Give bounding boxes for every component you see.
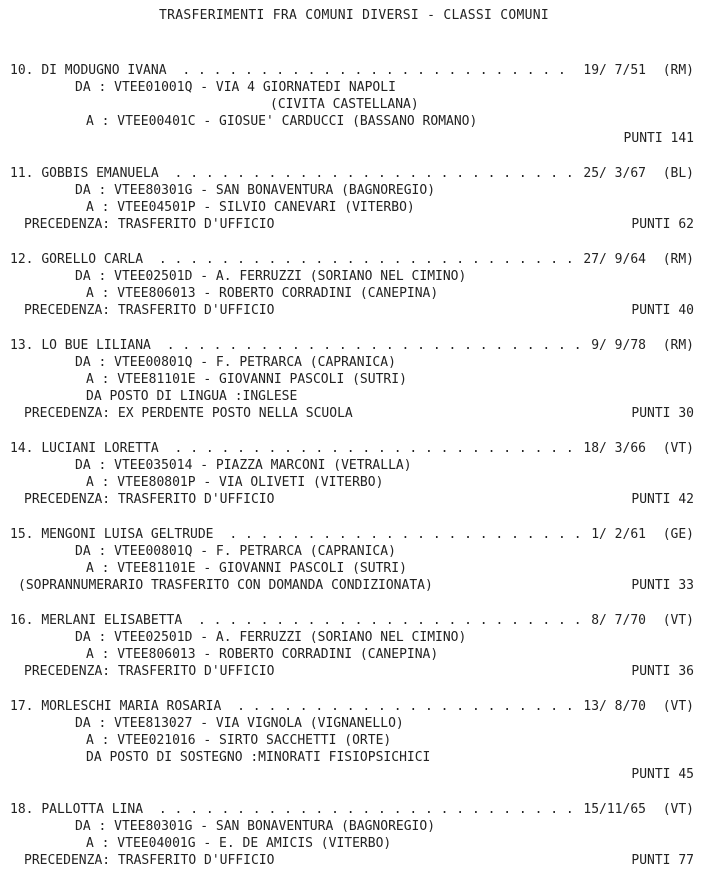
teacher-name: GORELLO CARLA [41, 252, 144, 267]
from-line [0, 457, 708, 474]
entry-number: 16. [10, 613, 34, 628]
from-school: DA : VTEE813027 - VIA VIGNOLA (VIGNANELLO) [75, 716, 404, 731]
entry-number: 11. [10, 166, 34, 181]
document-title: TRASFERIMENTI FRA COMUNI DIVERSI - CLASSI COMUNI [158, 8, 550, 23]
from-school: DA : VTEE02501D - A. FERRUZZI (SORIANO NEL CIMINO) [75, 630, 467, 645]
province: (RM) [662, 338, 694, 353]
from-line [0, 629, 708, 646]
note-line [0, 577, 708, 594]
post-type-line [0, 749, 708, 766]
transfer-entry [0, 165, 708, 233]
province: (VT) [662, 613, 694, 628]
birth-date: 15/11/65 [583, 802, 646, 817]
points: PUNTI 141 [623, 131, 694, 146]
transfer-entry [0, 612, 708, 680]
from-school: DA : VTEE80301G - SAN BONAVENTURA (BAGNOREGIO) [75, 819, 436, 834]
from-school-town: (CIVITA CASTELLANA) [270, 97, 419, 112]
teacher-name: LO BUE LILIANA [41, 338, 151, 353]
to-school: A : VTEE81101E - GIOVANNI PASCOLI (SUTRI) [86, 372, 407, 387]
province: (VT) [662, 441, 694, 456]
to-line [0, 560, 708, 577]
entry-number: 15. [10, 527, 34, 542]
points: PUNTI 45 [631, 767, 694, 782]
points-line [0, 130, 708, 147]
precedence: PRECEDENZA: EX PERDENTE POSTO NELLA SCUOLA [24, 406, 353, 421]
province: (VT) [662, 699, 694, 714]
dot-leader: . . . . . . . . . . . . . . . . . . . . . . . . . . . [151, 252, 574, 267]
dot-leader: . . . . . . . . . . . . . . . . . . . . . . . . . [174, 63, 566, 78]
entry-header [0, 440, 708, 457]
to-school: A : VTEE04001G - E. DE AMICIS (VITERBO) [86, 836, 392, 851]
from-line [0, 818, 708, 835]
from-line [0, 354, 708, 371]
province: (GE) [662, 527, 694, 542]
transfer-list [0, 62, 708, 887]
birth-date: 13/ 8/70 [583, 699, 646, 714]
note: (SOPRANNUMERARIO TRASFERITO CON DOMANDA CONDIZIONATA) [18, 578, 433, 593]
from-line [0, 715, 708, 732]
entry-name [10, 337, 151, 354]
points: PUNTI 40 [631, 303, 694, 318]
teacher-name: LUCIANI LORETTA [41, 441, 159, 456]
points: PUNTI 62 [631, 217, 694, 232]
entry-header [0, 801, 708, 818]
to-school: A : VTEE04501P - SILVIO CANEVARI (VITERBO) [86, 200, 415, 215]
entry-name [10, 165, 159, 182]
entry-number: 13. [10, 338, 34, 353]
entry-name [10, 526, 214, 543]
transfer-entry [0, 337, 708, 422]
birth-date: 8/ 7/70 [591, 613, 646, 628]
teacher-name: GOBBIS EMANUELA [41, 166, 159, 181]
birth-date: 9/ 9/78 [591, 338, 646, 353]
from-line [0, 182, 708, 199]
precedence-line [0, 491, 708, 508]
points: PUNTI 77 [631, 853, 694, 868]
entry-name [10, 801, 143, 818]
transfer-entry [0, 62, 708, 147]
to-line [0, 835, 708, 852]
birth-date: 18/ 3/66 [583, 441, 646, 456]
teacher-name: MENGONI LUISA GELTRUDE [41, 527, 214, 542]
entry-name [10, 698, 221, 715]
to-line [0, 732, 708, 749]
dot-leader: . . . . . . . . . . . . . . . . . . . . . . . [221, 527, 582, 542]
dot-leader: . . . . . . . . . . . . . . . . . . . . . . . . . . [166, 166, 574, 181]
from-school: DA : VTEE035014 - PIAZZA MARCONI (VETRALLA) [75, 458, 412, 473]
to-line [0, 474, 708, 491]
teacher-name: DI MODUGNO IVANA [41, 63, 167, 78]
teacher-name: MERLANI ELISABETTA [41, 613, 183, 628]
entry-header [0, 612, 708, 629]
precedence-line [0, 405, 708, 422]
precedence: PRECEDENZA: TRASFERITO D'UFFICIO [24, 664, 275, 679]
entry-header [0, 698, 708, 715]
dot-leader: . . . . . . . . . . . . . . . . . . . . . . . . . . [166, 441, 574, 456]
to-school: A : VTEE806013 - ROBERTO CORRADINI (CANEPINA) [86, 286, 439, 301]
entry-header [0, 526, 708, 543]
transfer-entry [0, 801, 708, 869]
dot-leader: . . . . . . . . . . . . . . . . . . . . . . . . . . . [158, 338, 582, 353]
teacher-name: PALLOTTA LINA [41, 802, 144, 817]
to-school: A : VTEE806013 - ROBERTO CORRADINI (CANEPINA) [86, 647, 439, 662]
precedence-line [0, 216, 708, 233]
dot-leader: . . . . . . . . . . . . . . . . . . . . . . [229, 699, 574, 714]
points: PUNTI 36 [631, 664, 694, 679]
transfer-entry [0, 698, 708, 783]
post-type-line [0, 388, 708, 405]
entry-number: 18. [10, 802, 34, 817]
post-type: DA POSTO DI LINGUA :INGLESE [86, 389, 298, 404]
to-school: A : VTEE81101E - GIOVANNI PASCOLI (SUTRI) [86, 561, 407, 576]
entry-header [0, 251, 708, 268]
from-school: DA : VTEE00801Q - F. PETRARCA (CAPRANICA) [75, 355, 396, 370]
precedence: PRECEDENZA: TRASFERITO D'UFFICIO [24, 492, 275, 507]
teacher-name: MORLESCHI MARIA ROSARIA [41, 699, 222, 714]
birth-date: 27/ 9/64 [583, 252, 646, 267]
from-line [0, 543, 708, 560]
to-line [0, 371, 708, 388]
precedence: PRECEDENZA: TRASFERITO D'UFFICIO [24, 303, 275, 318]
entry-number: 10. [10, 63, 34, 78]
to-school: A : VTEE00401C - GIOSUE' CARDUCCI (BASSANO ROMANO) [86, 114, 478, 129]
dot-leader: . . . . . . . . . . . . . . . . . . . . . . . . . [190, 613, 582, 628]
post-type: DA POSTO DI SOSTEGNO :MINORATI FISIOPSICHICI [86, 750, 431, 765]
precedence: PRECEDENZA: TRASFERITO D'UFFICIO [24, 217, 275, 232]
entry-name [10, 251, 143, 268]
from-line [0, 79, 708, 96]
entry-name [10, 440, 159, 457]
precedence-line [0, 852, 708, 869]
from-line [0, 268, 708, 285]
precedence-line [0, 663, 708, 680]
entry-header [0, 62, 708, 79]
points: PUNTI 42 [631, 492, 694, 507]
dot-leader: . . . . . . . . . . . . . . . . . . . . . . . . . . . [151, 802, 574, 817]
birth-date: 25/ 3/67 [583, 166, 646, 181]
transfer-entry [0, 440, 708, 508]
entry-name [10, 612, 182, 629]
to-line [0, 646, 708, 663]
transfer-entry [0, 251, 708, 319]
entry-name [10, 62, 167, 79]
entry-header [0, 165, 708, 182]
from-school: DA : VTEE02501D - A. FERRUZZI (SORIANO NEL CIMINO) [75, 269, 467, 284]
entry-header [0, 337, 708, 354]
province: (RM) [662, 252, 694, 267]
from-line-continued [0, 96, 708, 113]
precedence-line [0, 302, 708, 319]
from-school: DA : VTEE80301G - SAN BONAVENTURA (BAGNOREGIO) [75, 183, 436, 198]
province: (BL) [662, 166, 694, 181]
transfer-entry [0, 526, 708, 594]
birth-date: 19/ 7/51 [583, 63, 646, 78]
province: (RM) [662, 63, 694, 78]
to-line [0, 113, 708, 130]
entry-number: 12. [10, 252, 34, 267]
from-school: DA : VTEE01001Q - VIA 4 GIORNATEDI NAPOLI [75, 80, 396, 95]
precedence: PRECEDENZA: TRASFERITO D'UFFICIO [24, 853, 275, 868]
to-school: A : VTEE80801P - VIA OLIVETI (VITERBO) [86, 475, 384, 490]
from-school: DA : VTEE00801Q - F. PETRARCA (CAPRANICA) [75, 544, 396, 559]
points: PUNTI 30 [631, 406, 694, 421]
entry-number: 14. [10, 441, 34, 456]
birth-date: 1/ 2/61 [591, 527, 646, 542]
entry-number: 17. [10, 699, 34, 714]
points: PUNTI 33 [631, 578, 694, 593]
province: (VT) [662, 802, 694, 817]
points-line [0, 766, 708, 783]
to-line [0, 285, 708, 302]
to-school: A : VTEE021016 - SIRTO SACCHETTI (ORTE) [86, 733, 392, 748]
to-line [0, 199, 708, 216]
